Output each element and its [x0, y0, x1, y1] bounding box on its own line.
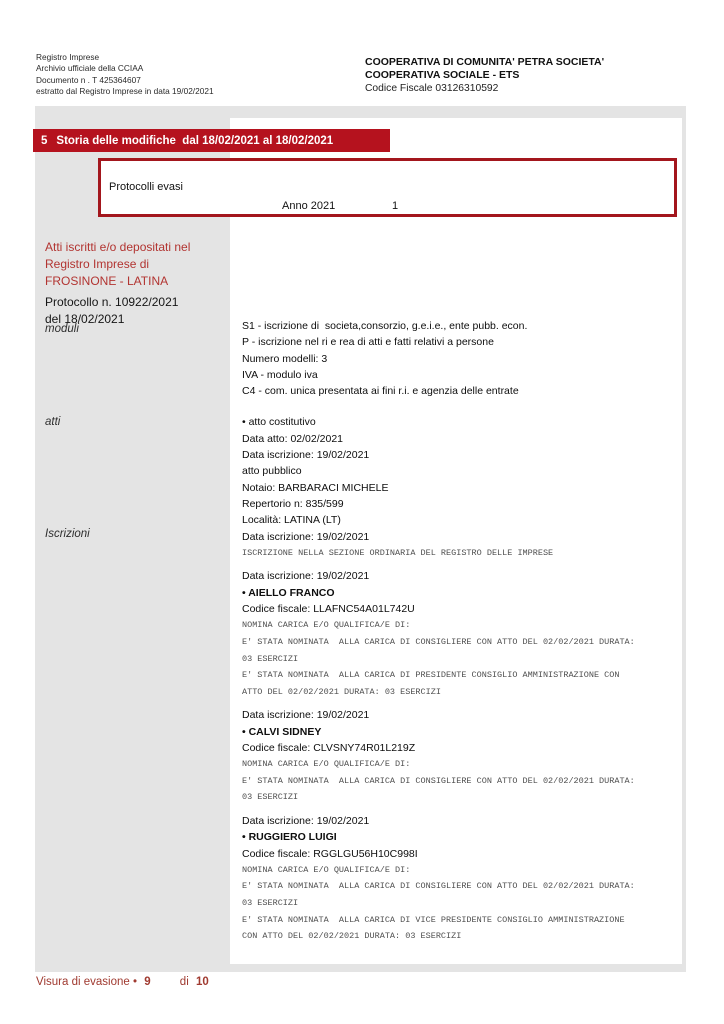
- entry-mono-line: NOMINA CARICA E/O QUALIFICA/E DI:: [242, 620, 411, 631]
- entry-date: Data iscrizione: 19/02/2021: [242, 570, 370, 583]
- document-header-meta: [36, 52, 214, 98]
- atti-line: Località: LATINA (LT): [242, 514, 341, 527]
- entry-fiscal-code: Codice fiscale: RGGLGU56H10C998I: [242, 847, 418, 860]
- company-fiscal-code: Codice Fiscale 03126310592: [365, 83, 499, 95]
- atti-detail: [242, 414, 678, 561]
- atti-line: Data iscrizione: 19/02/2021: [242, 449, 370, 462]
- document-footer: [36, 976, 209, 988]
- registry-office-line: FROSINONE - LATINA: [45, 274, 169, 288]
- atti-lines: [242, 414, 678, 544]
- entry-mono-line: 03 ESERCIZI: [242, 792, 299, 803]
- entry-date: Data iscrizione: 19/02/2021: [242, 709, 370, 722]
- moduli-row-label: moduli: [45, 323, 79, 335]
- section-banner: [33, 129, 390, 152]
- header-meta-line: Registro Imprese: [36, 52, 100, 62]
- protocolli-evasi-box: [98, 158, 677, 217]
- entry-mono-line: NOMINA CARICA E/O QUALIFICA/E DI:: [242, 759, 411, 770]
- entry-person-name: • RUGGIERO LUIGI: [242, 831, 337, 844]
- iscrizione-entry: [242, 568, 678, 700]
- footer-label: Visura di evasione •: [36, 976, 137, 988]
- section-number: 5: [41, 134, 48, 147]
- entry-mono-lines: [242, 756, 678, 806]
- moduli-list: [242, 318, 678, 399]
- registry-office-line: Atti iscritti e/o depositati nel: [45, 240, 191, 254]
- entry-mono-line: E' STATA NOMINATA ALLA CARICA DI VICE PRESIDENTE CONSIGLIO AMMINISTRAZIONE: [242, 914, 625, 925]
- header-meta-line: estratto dal Registro Imprese in data 19/02/2021: [36, 86, 214, 97]
- moduli-line: IVA - modulo iva: [242, 368, 318, 381]
- header-meta-line: Archivio ufficiale della CCIAA: [36, 63, 144, 74]
- protocol-number-line: del 18/02/2021: [45, 312, 125, 326]
- iscrizione-entry: [242, 813, 678, 945]
- entry-fiscal-code: Codice fiscale: CLVSNY74R01L219Z: [242, 741, 416, 754]
- atti-row-label: atti: [45, 416, 61, 428]
- footer-total-pages: 10: [195, 976, 209, 988]
- iscrizioni-row-label: Iscrizioni: [45, 528, 90, 540]
- entry-mono-line: 03 ESERCIZI: [242, 898, 299, 909]
- footer-of-label: di: [179, 976, 189, 988]
- atti-mono-line: ISCRIZIONE NELLA SEZIONE ORDINARIA DEL REGISTRO DELLE IMPRESE: [242, 547, 554, 558]
- registry-office-title: [45, 239, 230, 290]
- anno-count-value: 1: [392, 200, 399, 212]
- entry-mono-line: E' STATA NOMINATA ALLA CARICA DI CONSIGLIERE CON ATTO DEL 02/02/2021 DURATA:: [242, 881, 635, 892]
- moduli-line: S1 - iscrizione di societa,consorzio, g.e.i.e., ente pubb. econ.: [242, 320, 528, 332]
- atti-mono-lines: [242, 545, 678, 562]
- company-name-line1: COOPERATIVA DI COMUNITA' PETRA SOCIETA': [365, 56, 605, 68]
- entry-mono-line: NOMINA CARICA E/O QUALIFICA/E DI:: [242, 864, 411, 875]
- footer-page-number: 9: [144, 976, 151, 988]
- main-content-column: [242, 318, 678, 945]
- atti-line: atto pubblico: [242, 465, 302, 478]
- atti-line: • atto costitutivo: [242, 416, 316, 429]
- atti-line: Data atto: 02/02/2021: [242, 432, 343, 445]
- section-title: Storia delle modifiche dal 18/02/2021 al 18/02/2021: [56, 134, 334, 147]
- entry-mono-line: 03 ESERCIZI: [242, 653, 299, 664]
- entry-mono-line: E' STATA NOMINATA ALLA CARICA DI CONSIGLIERE CON ATTO DEL 02/02/2021 DURATA:: [242, 636, 635, 647]
- entry-mono-lines: [242, 617, 678, 700]
- atti-line: Repertorio n: 835/599: [242, 497, 344, 510]
- entry-fiscal-code: Codice fiscale: LLAFNC54A01L742U: [242, 603, 415, 616]
- iscrizione-entry: [242, 707, 678, 806]
- entry-mono-lines: [242, 862, 678, 945]
- anno-label: Anno 2021: [282, 200, 336, 212]
- moduli-line: P - iscrizione nel ri e rea di atti e fatti relativi a persone: [242, 336, 494, 349]
- entry-mono-line: E' STATA NOMINATA ALLA CARICA DI PRESIDENTE CONSIGLIO AMMINISTRAZIONE CON: [242, 670, 620, 681]
- atti-line: Data iscrizione: 19/02/2021: [242, 530, 370, 543]
- entry-mono-line: CON ATTO DEL 02/02/2021 DURATA: 03 ESERCIZI: [242, 931, 462, 942]
- entry-person-name: • CALVI SIDNEY: [242, 725, 322, 738]
- entry-person-name: • AIELLO FRANCO: [242, 586, 335, 599]
- header-meta-line: Documento n . T 425364607: [36, 74, 141, 85]
- protocolli-evasi-title: Protocolli evasi: [109, 181, 183, 193]
- entry-mono-line: ATTO DEL 02/02/2021 DURATA: 03 ESERCIZI: [242, 686, 441, 697]
- company-header: [365, 56, 705, 96]
- moduli-line: C4 - com. unica presentata ai fini r.i. e agenzia delle entrate: [242, 385, 519, 398]
- moduli-line: Numero modelli: 3: [242, 352, 328, 365]
- entry-mono-line: E' STATA NOMINATA ALLA CARICA DI CONSIGLIERE CON ATTO DEL 02/02/2021 DURATA:: [242, 775, 635, 786]
- atti-line: Notaio: BARBARACI MICHELE: [242, 481, 389, 494]
- company-name-line2: COOPERATIVA SOCIALE - ETS: [365, 69, 520, 82]
- entry-date: Data iscrizione: 19/02/2021: [242, 814, 370, 827]
- registry-office-line: Registro Imprese di: [45, 257, 150, 271]
- protocol-number-line: Protocollo n. 10922/2021: [45, 295, 179, 309]
